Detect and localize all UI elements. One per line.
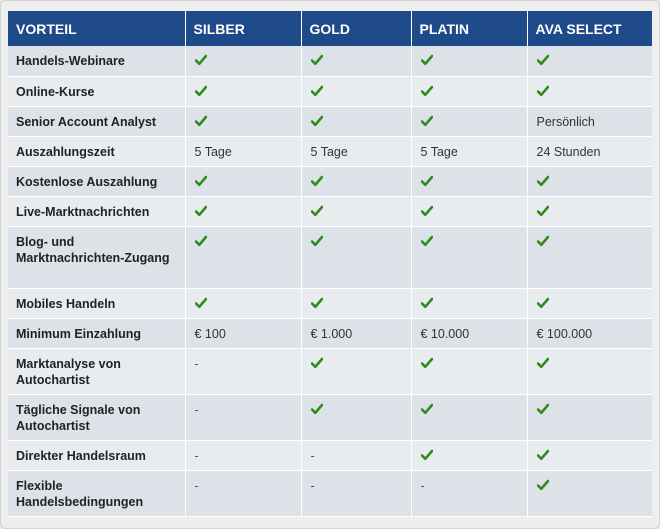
cell-value: 24 Stunden bbox=[536, 144, 601, 159]
cell-ava-select bbox=[527, 166, 652, 196]
feature-label: Marktanalyse von Autochartist bbox=[8, 348, 185, 394]
cell-value: Persönlich bbox=[536, 114, 595, 129]
checkmark-icon bbox=[537, 403, 549, 415]
checkmark-icon bbox=[537, 205, 549, 217]
checkmark-icon bbox=[311, 85, 323, 97]
cell-ava-select bbox=[527, 288, 652, 318]
cell-silber bbox=[185, 394, 301, 440]
checkmark-icon bbox=[537, 54, 549, 66]
cell-gold bbox=[301, 136, 411, 166]
checkmark-icon bbox=[421, 357, 433, 369]
checkmark-icon bbox=[311, 297, 323, 309]
cell-platin bbox=[411, 348, 527, 394]
table-body bbox=[8, 46, 652, 516]
cell-platin bbox=[411, 288, 527, 318]
feature-label: Kostenlose Auszahlung bbox=[8, 166, 185, 196]
checkmark-icon bbox=[195, 85, 207, 97]
cell-ava-select bbox=[527, 196, 652, 226]
cell-ava-select bbox=[527, 76, 652, 106]
cell-value: 5 Tage bbox=[420, 144, 458, 159]
feature-label: Online-Kurse bbox=[8, 76, 185, 106]
table-row bbox=[8, 196, 652, 226]
cell-ava-select bbox=[527, 226, 652, 288]
not-available-dash: - bbox=[194, 448, 199, 463]
cell-platin bbox=[411, 394, 527, 440]
cell-platin bbox=[411, 136, 527, 166]
table-row bbox=[8, 46, 652, 76]
checkmark-icon bbox=[195, 205, 207, 217]
cell-gold bbox=[301, 348, 411, 394]
checkmark-icon bbox=[311, 235, 323, 247]
header-platin: PLATIN bbox=[411, 11, 527, 46]
cell-platin bbox=[411, 318, 527, 348]
cell-gold bbox=[301, 318, 411, 348]
checkmark-icon bbox=[421, 297, 433, 309]
cell-ava-select bbox=[527, 136, 652, 166]
checkmark-icon bbox=[421, 175, 433, 187]
header-gold: GOLD bbox=[301, 11, 411, 46]
cell-platin bbox=[411, 46, 527, 76]
not-available-dash: - bbox=[194, 478, 199, 493]
cell-platin bbox=[411, 226, 527, 288]
cell-silber bbox=[185, 348, 301, 394]
cell-silber bbox=[185, 470, 301, 516]
checkmark-icon bbox=[421, 205, 433, 217]
table-row bbox=[8, 226, 652, 288]
checkmark-icon bbox=[421, 85, 433, 97]
cell-silber bbox=[185, 136, 301, 166]
cell-value: € 10.000 bbox=[420, 326, 470, 341]
checkmark-icon bbox=[195, 235, 207, 247]
cell-value: 5 Tage bbox=[194, 144, 232, 159]
not-available-dash: - bbox=[420, 478, 425, 493]
checkmark-icon bbox=[195, 297, 207, 309]
header-vorteil: VORTEIL bbox=[8, 11, 185, 46]
cell-gold bbox=[301, 288, 411, 318]
cell-silber bbox=[185, 166, 301, 196]
feature-label: Direkter Handelsraum bbox=[8, 440, 185, 470]
cell-ava-select bbox=[527, 348, 652, 394]
cell-value: € 1.000 bbox=[310, 326, 353, 341]
cell-platin bbox=[411, 196, 527, 226]
checkmark-icon bbox=[421, 449, 433, 461]
table-row bbox=[8, 106, 652, 136]
cell-gold bbox=[301, 226, 411, 288]
checkmark-icon bbox=[537, 175, 549, 187]
feature-label: Auszahlungszeit bbox=[8, 136, 185, 166]
cell-silber bbox=[185, 288, 301, 318]
feature-label: Handels-Webinare bbox=[8, 46, 185, 76]
cell-platin bbox=[411, 106, 527, 136]
table-row bbox=[8, 288, 652, 318]
cell-ava-select bbox=[527, 318, 652, 348]
checkmark-icon bbox=[195, 54, 207, 66]
checkmark-icon bbox=[421, 115, 433, 127]
checkmark-icon bbox=[421, 235, 433, 247]
table-header-row bbox=[8, 11, 652, 46]
not-available-dash: - bbox=[194, 356, 199, 371]
feature-label: Blog- und Marktnachrichten-Zugang bbox=[8, 226, 185, 288]
checkmark-icon bbox=[311, 357, 323, 369]
feature-label: Live-Marktnachrichten bbox=[8, 196, 185, 226]
checkmark-icon bbox=[421, 403, 433, 415]
feature-label: Minimum Einzahlung bbox=[8, 318, 185, 348]
cell-gold bbox=[301, 440, 411, 470]
cell-silber bbox=[185, 46, 301, 76]
cell-platin bbox=[411, 166, 527, 196]
table-row bbox=[8, 470, 652, 516]
cell-platin bbox=[411, 76, 527, 106]
cell-silber bbox=[185, 196, 301, 226]
feature-label: Senior Account Analyst bbox=[8, 106, 185, 136]
cell-ava-select bbox=[527, 46, 652, 76]
feature-label: Flexible Handelsbedingungen bbox=[8, 470, 185, 516]
table-row bbox=[8, 136, 652, 166]
checkmark-icon bbox=[537, 297, 549, 309]
cell-gold bbox=[301, 196, 411, 226]
cell-platin bbox=[411, 440, 527, 470]
table-row bbox=[8, 318, 652, 348]
table-row bbox=[8, 166, 652, 196]
checkmark-icon bbox=[195, 175, 207, 187]
cell-value: € 100.000 bbox=[536, 326, 593, 341]
cell-silber bbox=[185, 226, 301, 288]
checkmark-icon bbox=[537, 235, 549, 247]
feature-label: Tägliche Signale von Autochartist bbox=[8, 394, 185, 440]
checkmark-icon bbox=[537, 449, 549, 461]
checkmark-icon bbox=[195, 115, 207, 127]
account-comparison-table bbox=[8, 11, 652, 517]
cell-ava-select bbox=[527, 394, 652, 440]
cell-value: 5 Tage bbox=[310, 144, 348, 159]
cell-silber bbox=[185, 76, 301, 106]
cell-silber bbox=[185, 318, 301, 348]
checkmark-icon bbox=[537, 357, 549, 369]
cell-gold bbox=[301, 106, 411, 136]
header-ava-select: AVA SELECT bbox=[527, 11, 652, 46]
cell-ava-select bbox=[527, 440, 652, 470]
cell-ava-select bbox=[527, 470, 652, 516]
feature-label: Mobiles Handeln bbox=[8, 288, 185, 318]
cell-ava-select bbox=[527, 106, 652, 136]
not-available-dash: - bbox=[194, 402, 199, 417]
checkmark-icon bbox=[537, 85, 549, 97]
checkmark-icon bbox=[311, 115, 323, 127]
cell-silber bbox=[185, 106, 301, 136]
checkmark-icon bbox=[311, 175, 323, 187]
header-silber: SILBER bbox=[185, 11, 301, 46]
checkmark-icon bbox=[537, 479, 549, 491]
checkmark-icon bbox=[311, 205, 323, 217]
table-row bbox=[8, 394, 652, 440]
not-available-dash: - bbox=[310, 478, 315, 493]
cell-gold bbox=[301, 394, 411, 440]
not-available-dash: - bbox=[310, 448, 315, 463]
cell-platin bbox=[411, 470, 527, 516]
cell-gold bbox=[301, 76, 411, 106]
cell-gold bbox=[301, 470, 411, 516]
checkmark-icon bbox=[421, 54, 433, 66]
table-row bbox=[8, 440, 652, 470]
cell-silber bbox=[185, 440, 301, 470]
table-row bbox=[8, 76, 652, 106]
checkmark-icon bbox=[311, 54, 323, 66]
cell-gold bbox=[301, 166, 411, 196]
table-row bbox=[8, 348, 652, 394]
cell-value: € 100 bbox=[194, 326, 226, 341]
checkmark-icon bbox=[311, 403, 323, 415]
cell-gold bbox=[301, 46, 411, 76]
